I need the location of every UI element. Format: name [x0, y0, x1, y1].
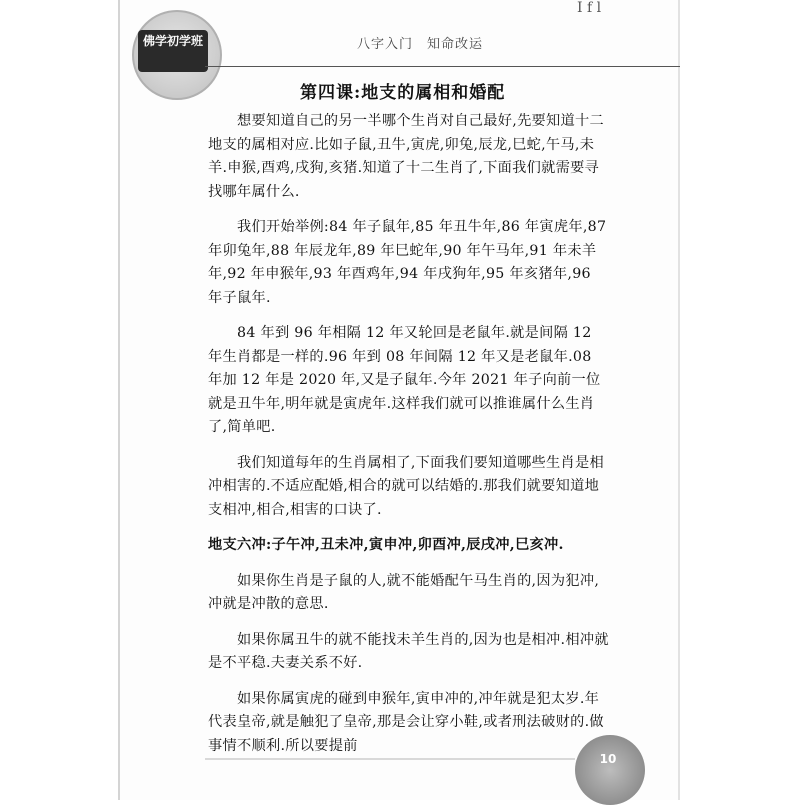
page-number-circle	[575, 735, 645, 805]
lesson-title: 第四课:地支的属相和婚配	[300, 83, 506, 103]
page-edge-right	[678, 0, 680, 800]
body-text	[208, 110, 610, 770]
six-clash-rule: 地支六冲:子午冲,丑未冲,寅申冲,卯酉冲,辰戌冲,巳亥冲.	[208, 537, 564, 553]
paragraph-3: 84 年到 96 年相隔 12 年又轮回是老鼠年.就是间隔 12 年生肖都是一样的.96 年到 08 年间隔 12 年又是老鼠年.08 年加 12 年是 2020 年,又是子鼠年.今年 2021 年子向前一位就是丑牛年,明年就是寅虎年.这样我们就可以推谁属什么生肖了,简单吧.	[208, 325, 601, 435]
paragraph-1: 想要知道自己的另一半哪个生肖对自己最好,先要知道十二地支的属相对应.比如子鼠,丑牛,寅虎,卯兔,辰龙,巳蛇,午马,未羊.申猴,酉鸡,戌狗,亥猪.知道了十二生肖了,下面我们就需要寻找哪年属什么.	[208, 113, 604, 200]
page-number: 10	[599, 752, 617, 766]
header-rule	[205, 66, 680, 67]
running-head: 八字入门 知命改运	[357, 37, 484, 52]
paragraph-8: 如果你属寅虎的碰到申猴年,寅申冲的,冲年就是犯太岁.年代表皇帝,就是触犯了皇帝,那是会让穿小鞋,或者刑法破财的.做事情不顺利.所以要提前	[208, 690, 604, 754]
header-badge: 佛学初学班	[138, 30, 208, 72]
footer-rule	[205, 758, 575, 760]
paragraph-7: 如果你属丑牛的就不能找未羊生肖的,因为也是相冲.相冲就是不平稳.夫妻关系不好.	[208, 631, 609, 671]
top-mark: I f l	[577, 0, 602, 16]
page-edge-left	[118, 0, 120, 800]
paragraph-2: 我们开始举例:84 年子鼠年,85 年丑牛年,86 年寅虎年,87 年卯兔年,88 年辰龙年,89 年巳蛇年,90 年午马年,91 年未羊年,92 年申猴年,93 年酉鸡年,94 年戌狗年,95 年亥猪年,96 年子鼠年.	[208, 219, 607, 306]
paragraph-6: 如果你生肖是子鼠的人,就不能婚配午马生肖的,因为犯冲,冲就是冲散的意思.	[208, 572, 600, 612]
paragraph-4: 我们知道每年的生肖属相了,下面我们要知道哪些生肖是相冲相害的.不适应配婚,相合的就可以结婚的.那我们就要知道地支相冲,相合,相害的口诀了.	[208, 454, 604, 518]
